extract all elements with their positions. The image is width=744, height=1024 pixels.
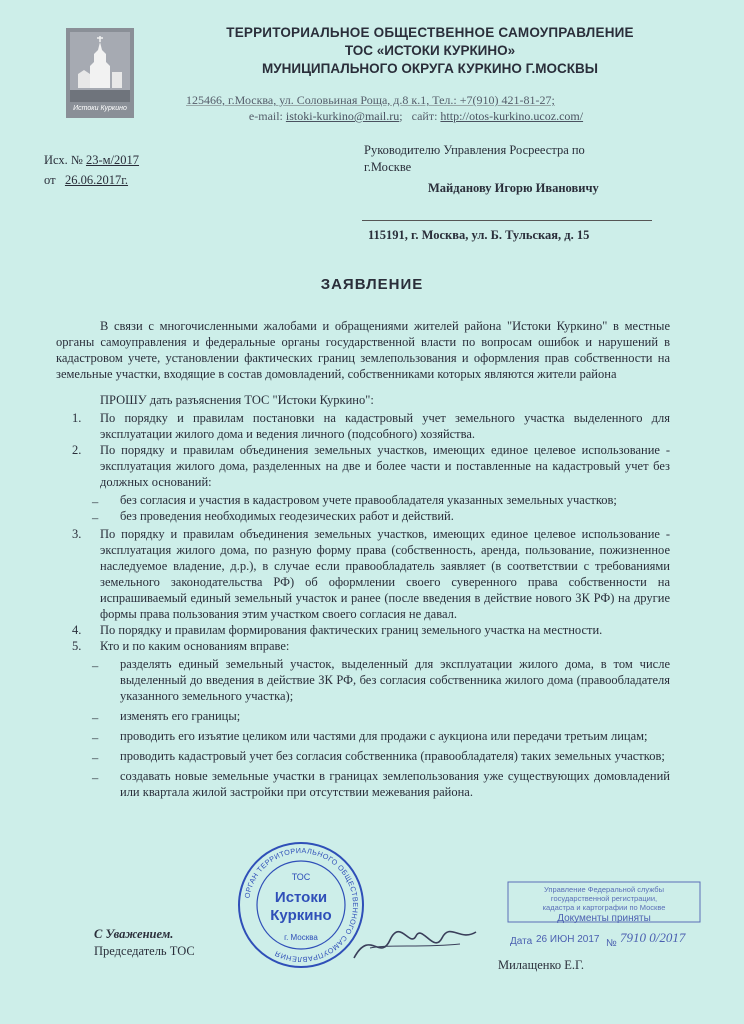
sub-item [56, 748, 670, 764]
contacts-web: e-mail: istoki-kurkino@mail.ru; сайт: http://otos-kurkino.ucoz.com/ [248, 109, 584, 123]
request-list [56, 410, 670, 490]
org-line-3: МУНИЦИПАЛЬНОГО ОКРУГА КУРКИНО Г.МОСКВЫ [261, 61, 599, 76]
addressee-name: Майданову Игорю Ивановичу [428, 181, 599, 195]
outgoing-date: 26.06.2017г. [64, 173, 129, 187]
document-title: ЗАЯВЛЕНИЕ [320, 276, 424, 293]
received-stamp-date: 26 ИЮН 2017 [536, 934, 600, 945]
list-item-text: По порядку и правилам постановки на кадастровый учет земельного участка выделенного для эксплуатации жилого дома и ведения личного (подсобного) хозяйства. [100, 411, 670, 441]
outgoing-ref [44, 150, 139, 190]
sub-item-text: изменять его границы; [120, 709, 241, 723]
contacts [186, 92, 646, 124]
dash-marker: – [92, 659, 99, 673]
sub-item-text: проводить его изъятие целиком или частями для продажи с аукциона или передачи третьим лицам; [120, 729, 648, 743]
sub-item-text: создавать новые земельные участки в границах землепользования уже существующих домовладений или квартала жилой застройки при отсутствии межевания района. [120, 769, 670, 799]
list-item-number: 1. [72, 411, 82, 425]
email-link[interactable]: istoki-kurkino@mail.ru [285, 109, 400, 123]
signer-position: Председатель ТОС [94, 944, 195, 958]
addressee-line-2: г.Москве [364, 160, 412, 174]
list-item-text: По порядку и правилам формирования фактических границ земельного участка на местности. [100, 623, 603, 637]
sub-item-text: без проведения необходимых геодезических работ и действий. [120, 509, 454, 523]
signature-block [94, 926, 195, 960]
dash-marker: – [92, 771, 99, 785]
stamp-ring-text: ОРГАН ТЕРРИТОРИАЛЬНОГО ОБЩЕСТВЕННОГО САМОУПРАВЛЕНИЯ [242, 845, 361, 965]
received-stamp-line4: Документы приняты [557, 913, 651, 924]
list-item-number: 2. [72, 443, 82, 457]
regards: С Уважением. [94, 927, 174, 941]
church-logo [66, 28, 134, 118]
sub-item [56, 728, 670, 744]
sub-item [56, 492, 670, 508]
list-item [56, 410, 670, 442]
received-stamp-date-label: Дата [510, 936, 533, 947]
logo-caption: Истоки Куркино [73, 105, 127, 112]
received-stamp-line3: кадастра и картографии по Москве [542, 903, 666, 912]
org-line-1: ТЕРРИТОРИАЛЬНОЕ ОБЩЕСТВЕННОЕ САМОУПРАВЛЕНИЕ [226, 25, 634, 40]
dash-marker: – [92, 751, 99, 765]
dash-marker: – [92, 511, 99, 525]
list-item-number: 5. [72, 639, 82, 653]
dash-marker: – [92, 731, 99, 745]
stamp-city: г. Москва [284, 933, 318, 942]
list-item [56, 526, 670, 622]
list-item-text: По порядку и правилам объединения земельных участков, имеющих единое целевое использование - эксплуатация жилого дома, по разную форму права (собственность, аренда, пользование, пожизненное наследуемое владение, д.р.), в случае если правообладатель заявляет (в соответствии с требованиями земельного законодательства РФ) об оформлении своего суверенного права собственности на испрашиваемый единый земельный участок и ранее (после введения в действие нового ЗК РФ) на другие формы права пользования этим участком своего согласия не давал. [100, 527, 670, 621]
list-item-number: 3. [72, 527, 82, 541]
dash-marker: – [92, 711, 99, 725]
received-stamp-num: 7910 0/2017 [620, 930, 686, 945]
org-line-2: ТОС «ИСТОКИ КУРКИНО» [344, 43, 516, 58]
signer-name: Милащенко Е.Г. [498, 958, 584, 972]
email-label: e-mail: [248, 109, 283, 123]
handwritten-signature [350, 918, 480, 968]
dash-marker: – [92, 495, 99, 509]
document-body [56, 318, 670, 800]
intro-paragraph: В связи с многочисленными жалобами и обращениями жителей района "Истоки Куркино" в местные органы самоуправления и федеральные органы государственной власти по вопросам ошибок и нарушений в кадастровом учете, установлении фактических границ землепользования и оформления прав собственности на земельные участки, входящие в состав домовладений, собственниками которых являются жители района [56, 319, 670, 381]
stamp-center-2: Куркино [270, 907, 332, 924]
request-line: ПРОШУ дать разъяснения ТОС "Истоки Куркино": [100, 393, 374, 407]
received-stamp-num-label: № [606, 938, 617, 949]
site-label: сайт: [411, 109, 438, 123]
sub-item [56, 508, 670, 524]
sub-item [56, 708, 670, 724]
outgoing-number: 23-м/2017 [85, 153, 140, 167]
outgoing-number-label: Исх. № [44, 153, 83, 167]
addressee-line-1: Руководителю Управления Росреестра по [364, 143, 585, 157]
sub-item-text: без согласия и участия в кадастровом учете правообладателя указанных земельных участков; [120, 493, 617, 507]
sub-item [56, 768, 670, 800]
received-stamp [506, 880, 702, 952]
addressee-address: 115191, г. Москва, ул. Б. Тульская, д. 15 [368, 228, 590, 242]
list-item [56, 442, 670, 490]
round-stamp [236, 840, 366, 970]
list-item [56, 638, 670, 654]
sub-item [56, 656, 670, 704]
received-stamp-line2: государственной регистрации, [550, 894, 658, 903]
org-header [170, 24, 690, 78]
list-item-number: 4. [72, 623, 82, 637]
stamp-tos: ТОС [291, 872, 311, 882]
request-list-cont [56, 526, 670, 654]
sub-item-text: проводить кадастровый учет без согласия собственника (правообладателя) таких земельных участков; [120, 749, 665, 763]
outgoing-date-label: от [44, 173, 56, 187]
list-item-text: По порядку и правилам объединения земельных участков, имеющих единое целевое использование - эксплуатация жилого дома, разделенных на две и более части и поставленные на кадастровый учет без должных оснований: [100, 443, 670, 489]
sub-item-text: разделять единый земельный участок, выделенный для эксплуатации жилого дома, в том числе выделенный до введения в действие ЗК РФ, без согласия собственника жилого дома (правообладателя указанного земельного участка); [120, 657, 670, 703]
addressee-divider [362, 220, 652, 221]
list-item [56, 622, 670, 638]
addressee [364, 142, 664, 197]
contacts-address: 125466, г.Москва, ул. Соловьиная Роща, д.8 к.1, Тел.: +7(910) 421-81-27; [186, 93, 555, 107]
received-stamp-line1: Управление Федеральной службы [544, 885, 664, 894]
stamp-center-1: Истоки [274, 889, 328, 906]
site-link[interactable]: http://otos-kurkino.ucoz.com/ [440, 109, 584, 123]
list-item-text: Кто и по каким основаниям вправе: [100, 639, 290, 653]
